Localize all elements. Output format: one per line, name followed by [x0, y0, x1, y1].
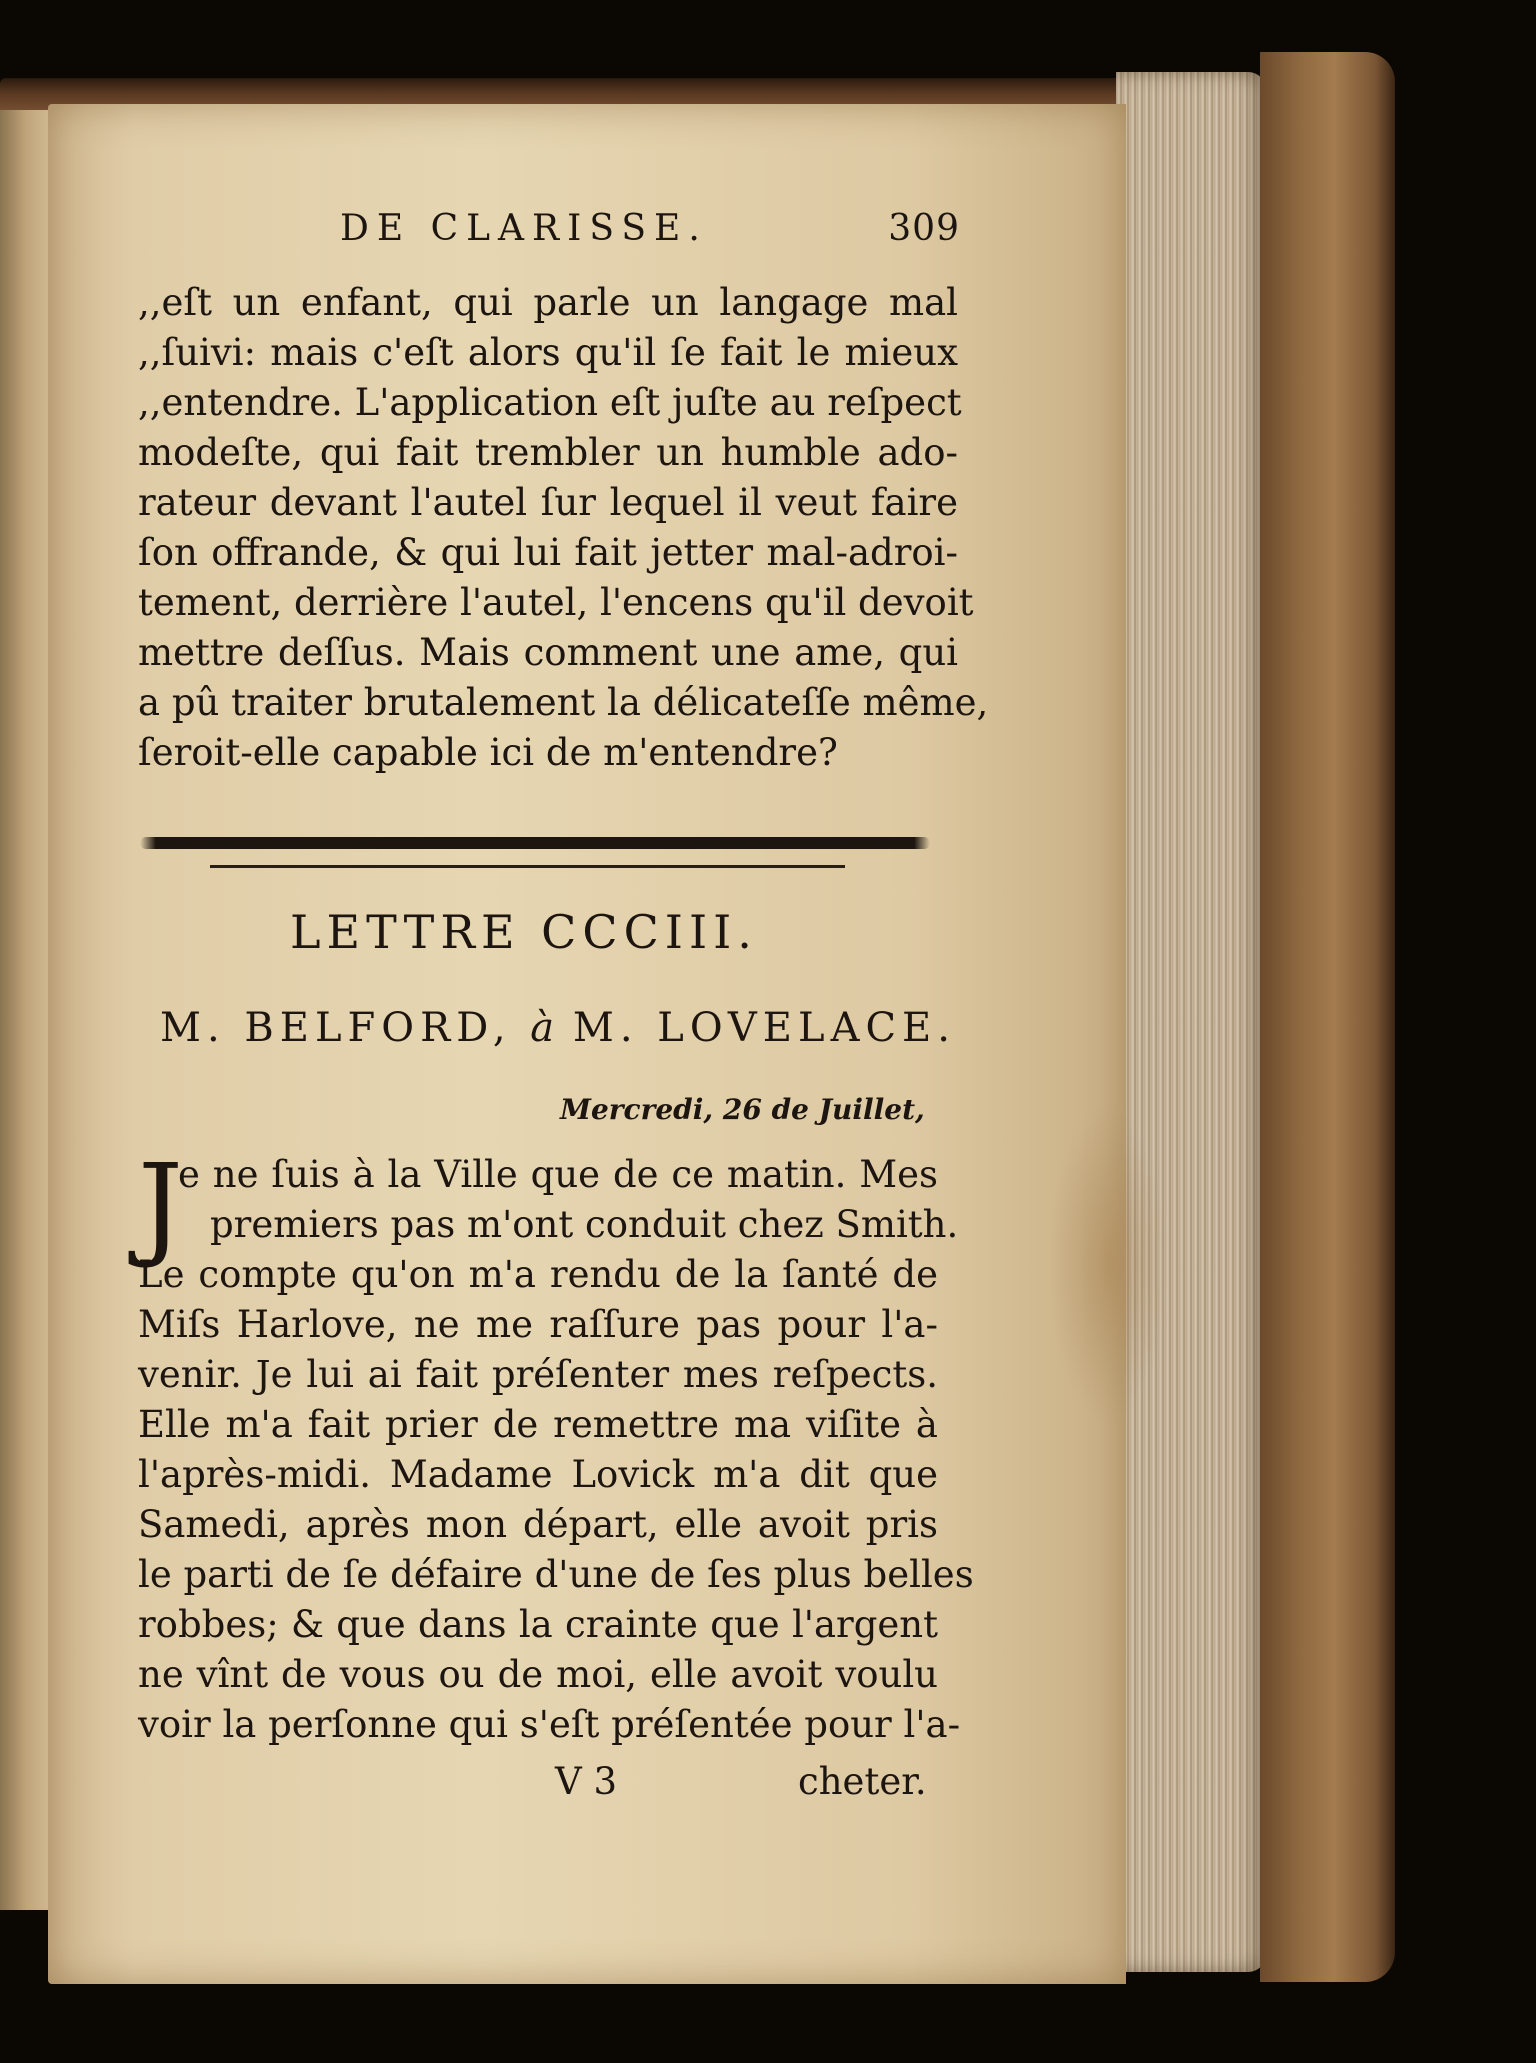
leather-binding — [1260, 52, 1395, 1982]
letter-line: Elle m'a fait prier de remettre ma viſite à — [138, 1403, 938, 1446]
letter-line: l'après-midi. Madame Lovick m'a dit que — [138, 1453, 938, 1496]
text-line: ſon offrande, & qui lui fait jetter mal-adroi- — [138, 531, 958, 574]
text-line: a pû traiter brutalement la délicateſſe même, — [138, 681, 989, 724]
letter-line: e ne ſuis à la Ville que de ce matin. Mes — [178, 1153, 938, 1196]
letter-line: robbes; & que dans la crainte que l'argent — [138, 1603, 938, 1646]
letter-line: Le compte qu'on m'a rendu de la ſanté de — [138, 1253, 938, 1296]
text-line: ,,ſuivi: mais c'eſt alors qu'il ſe fait le mieux — [138, 331, 958, 374]
letter-address — [160, 1005, 956, 1051]
text-line: rateur devant l'autel ſur lequel il veut faire — [138, 481, 958, 524]
text-line: ſeroit-elle capable ici de m'entendre? — [138, 731, 838, 774]
ornamental-rule-thin — [210, 865, 845, 868]
letter-line: voir la perſonne qui s'eſt préſentée pour l'a- — [138, 1703, 961, 1746]
page-number: 309 — [888, 208, 960, 249]
letter-title: LETTRE CCCIII. — [290, 905, 758, 959]
signature-mark: V 3 — [555, 1760, 618, 1803]
running-title: DE CLARISSE. — [340, 208, 708, 249]
letter-to-prefix: à — [530, 1005, 555, 1051]
letter-line: premiers pas m'ont conduit chez Smith. — [210, 1203, 959, 1246]
page-stain — [1048, 1104, 1168, 1424]
letter-date: Mercredi, 26 de Juillet, — [560, 1093, 925, 1126]
ornamental-rule-thick — [140, 837, 930, 849]
catchword: cheter. — [798, 1760, 927, 1803]
letter-sender: M. BELFORD, — [160, 1005, 512, 1051]
left-page-edge — [0, 110, 54, 1910]
letter-line: ne vînt de vous ou de moi, elle avoit voulu — [138, 1653, 938, 1696]
text-line: modeſte, qui fait trembler un humble ado- — [138, 431, 958, 474]
letter-line: Samedi, après mon départ, elle avoit pris — [138, 1503, 938, 1546]
letter-line: venir. Je lui ai fait préſenter mes reſpects. — [138, 1353, 938, 1396]
text-line: tement, derrière l'autel, l'encens qu'il devoit — [138, 581, 974, 624]
drop-cap: J — [138, 1141, 183, 1271]
text-line: ,,entendre. L'application eſt juſte au reſpect — [138, 381, 962, 424]
text-line: ,,eſt un enfant, qui parle un langage mal — [138, 281, 958, 324]
letter-line: le parti de ſe défaire d'une de ſes plus belles — [138, 1553, 974, 1596]
text-line: mettre deſſus. Mais comment une ame, qui — [138, 631, 958, 674]
letter-line: Miſs Harlove, ne me raſſure pas pour l'a- — [138, 1303, 938, 1346]
letter-recipient: M. LOVELACE. — [572, 1005, 956, 1051]
running-head — [340, 208, 960, 258]
fore-edge-pages — [1116, 72, 1266, 1972]
